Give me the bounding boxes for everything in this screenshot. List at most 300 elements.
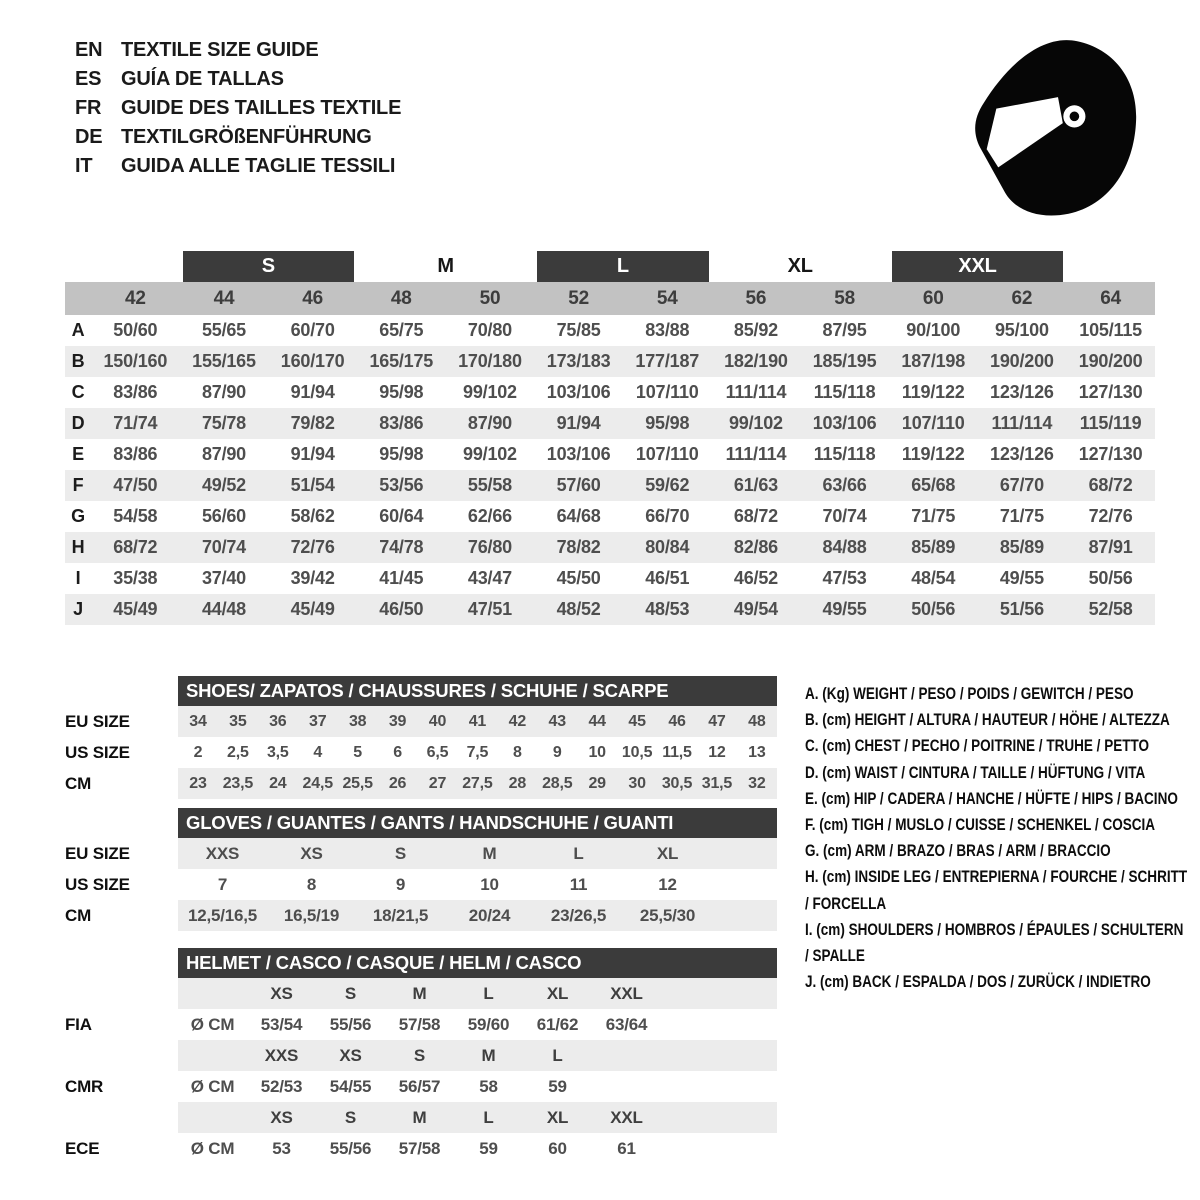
- shoe-us-size: 2: [193, 743, 203, 761]
- measure-value-cell: 57/60: [556, 475, 601, 495]
- glove-us-size: 8: [306, 874, 317, 894]
- shoe-cm-size: 25,5: [342, 774, 373, 792]
- measure-value-cell: 127/130: [1078, 444, 1143, 464]
- measure-value-cell: 87/91: [1088, 537, 1133, 557]
- measure-value-cell: 72/76: [1088, 506, 1133, 526]
- guide-title: TEXTILE SIZE GUIDE: [121, 39, 319, 61]
- measure-row: [65, 439, 1155, 470]
- glove-us-size: 12: [658, 874, 677, 894]
- row-label: US SIZE: [65, 875, 130, 894]
- helmet-size-cell: S: [413, 1045, 426, 1065]
- shoe-us-size: 3,5: [266, 743, 289, 761]
- glove-cm-size: 20/24: [468, 905, 511, 925]
- size-group-xxl: XXL: [889, 251, 1066, 282]
- band-corner: [65, 282, 91, 315]
- glove-us-size: 7: [217, 874, 228, 894]
- legend-item: J. (cm) BACK / ESPALDA / DOS / ZURÜCK / INDIETRO: [805, 973, 1151, 992]
- size-group-l: L: [534, 251, 711, 282]
- measure-value-cell: 50/56: [1088, 568, 1133, 588]
- gloves-eu-row: [178, 838, 777, 869]
- shoe-cm-size: 30: [628, 774, 646, 792]
- measure-value-cell: 85/92: [733, 320, 778, 340]
- visor-pivot-dot: [1070, 112, 1080, 122]
- shoe-us-size: 8: [512, 743, 522, 761]
- measure-value-cell: 107/110: [901, 413, 965, 433]
- measure-row-letter: G: [71, 506, 85, 526]
- helmet-size-cell: 59/60: [467, 1014, 510, 1034]
- language-title-row: [75, 36, 401, 65]
- measure-value-cell: 49/55: [822, 599, 867, 619]
- measure-value-cell: 47/51: [467, 599, 512, 619]
- measure-value-cell: 41/45: [379, 568, 424, 588]
- measure-value-cell: 99/102: [463, 444, 517, 464]
- measure-value-cell: 51/54: [290, 475, 335, 495]
- helmet-table-row: [178, 1102, 777, 1133]
- measure-value-cell: 67/70: [999, 475, 1044, 495]
- shoe-us-size: 5: [353, 743, 362, 761]
- helmet-size-cell: 55/56: [329, 1138, 372, 1158]
- shoe-us-size: 2,5: [227, 743, 249, 761]
- measure-value-cell: 84/88: [822, 537, 867, 557]
- helmet-size-cell: 53/54: [260, 1014, 303, 1034]
- measure-value-cell: 83/88: [645, 320, 690, 340]
- row-label: CM: [65, 774, 92, 793]
- measure-row: [65, 346, 1155, 377]
- measure-value-cell: 115/118: [813, 444, 876, 464]
- measure-value-cell: 165/175: [369, 351, 434, 371]
- measure-value-cell: 95/98: [379, 382, 424, 402]
- gloves-size-block: [65, 808, 777, 931]
- size-number: 44: [180, 282, 269, 315]
- row-label: CM: [65, 906, 92, 925]
- row-label: EU SIZE: [65, 844, 130, 863]
- glove-eu-size: L: [573, 843, 584, 863]
- helmet-table-row: [178, 1009, 777, 1040]
- measure-value-cell: 59/62: [645, 475, 690, 495]
- measure-row-letter: J: [73, 599, 83, 619]
- helmet-size-cell: 57/58: [398, 1014, 441, 1034]
- measure-row: [65, 377, 1155, 408]
- size-number: 58: [800, 282, 889, 315]
- measure-value-cell: 85/89: [999, 537, 1044, 557]
- language-title-list: [75, 36, 401, 181]
- measure-value-cell: 39/42: [290, 568, 335, 588]
- language-title-row: [75, 65, 401, 94]
- helmet-table-rows: [178, 978, 777, 1164]
- glove-eu-size: M: [482, 843, 497, 863]
- accessory-size-tables: [65, 676, 777, 1195]
- glove-eu-size: XL: [656, 843, 679, 863]
- legend-item: I. (cm) SHOULDERS / HOMBROS / ÉPAULES / SCHULTERN / SPALLE: [805, 920, 1184, 966]
- measure-value-cell: 83/86: [113, 444, 158, 464]
- glove-cm-size: 18/21,5: [372, 905, 429, 925]
- measure-value-cell: 70/80: [467, 320, 512, 340]
- measure-value-cell: 91/94: [290, 382, 335, 402]
- measure-value-cell: 85/89: [911, 537, 956, 557]
- helmet-size-cell: 57/58: [398, 1138, 441, 1158]
- measure-value-cell: 49/55: [999, 568, 1044, 588]
- measurement-legend: [805, 681, 1190, 995]
- standard-label: ECE: [65, 1139, 100, 1158]
- measure-value-cell: 95/98: [379, 444, 424, 464]
- measure-value-cell: 177/187: [635, 351, 700, 371]
- measure-value-cell: 103/106: [546, 444, 611, 464]
- legend-item: E. (cm) HIP / CADERA / HANCHE / HÜFTE / HIPS / BACINO: [805, 789, 1178, 808]
- language-title-row: [75, 152, 401, 181]
- helmet-size-cell: XL: [546, 983, 569, 1003]
- size-number: 56: [712, 282, 801, 315]
- glove-eu-size: XS: [300, 843, 323, 863]
- helmet-table-title: HELMET / CASCO / CASQUE / HELM / CASCO: [178, 948, 777, 978]
- helmet-size-cell: 59: [479, 1138, 498, 1158]
- measure-row-letter: D: [71, 413, 85, 433]
- helmet-size-cell: XXS: [264, 1045, 299, 1065]
- helmet-size-cell: Ø CM: [190, 1014, 235, 1034]
- measure-row: [65, 408, 1155, 439]
- measure-value-cell: 187/198: [901, 351, 966, 371]
- measure-value-cell: 87/90: [201, 382, 246, 402]
- shoe-eu-size: 35: [229, 712, 247, 730]
- measure-value-cell: 95/98: [645, 413, 690, 433]
- measure-row-letter: F: [72, 475, 84, 495]
- shoes-size-block: [65, 676, 777, 799]
- measure-value-cell: 68/72: [733, 506, 778, 526]
- shoe-eu-size: 36: [269, 712, 287, 730]
- measure-value-cell: 99/102: [728, 413, 783, 433]
- measure-value-cell: 173/183: [546, 351, 611, 371]
- shoes-eu-row: [178, 706, 777, 737]
- measure-value-cell: 43/47: [467, 568, 512, 588]
- glove-us-size: 9: [395, 874, 406, 894]
- legend-item: F. (cm) TIGH / MUSLO / CUISSE / SCHENKEL / COSCIA: [805, 816, 1156, 835]
- language-code: IT: [75, 155, 93, 177]
- measure-value-cell: 103/106: [546, 382, 611, 402]
- glove-cm-size: 23/26,5: [550, 905, 607, 925]
- size-number: 48: [357, 282, 446, 315]
- measure-value-cell: 53/56: [379, 475, 424, 495]
- legend-item: D. (cm) WAIST / CINTURA / TAILLE / HÜFTUNG / VITA: [805, 763, 1146, 782]
- measure-value-cell: 68/72: [113, 537, 158, 557]
- helmet-size-cell: 56/57: [398, 1076, 441, 1096]
- group-empty-42: [91, 251, 180, 282]
- helmet-size-cell: 61/62: [536, 1014, 579, 1034]
- size-number: 46: [268, 282, 357, 315]
- measure-value-cell: 91/94: [290, 444, 335, 464]
- measure-value-cell: 49/54: [733, 599, 778, 619]
- measure-value-cell: 63/66: [822, 475, 867, 495]
- measure-value-cell: 44/48: [201, 599, 246, 619]
- shoe-eu-size: 40: [428, 712, 447, 730]
- measure-value-cell: 68/72: [1088, 475, 1133, 495]
- measure-value-cell: 55/65: [201, 320, 246, 340]
- helmet-size-cell: XXL: [610, 1107, 643, 1127]
- measure-value-cell: 45/49: [113, 599, 158, 619]
- measure-value-cell: 76/80: [467, 537, 512, 557]
- helmet-size-cell: 63/64: [605, 1014, 648, 1034]
- shoe-us-size: 7,5: [466, 743, 489, 761]
- measure-value-cell: 190/200: [1078, 351, 1143, 371]
- shoe-eu-size: 44: [588, 712, 606, 730]
- measure-value-cell: 52/58: [1088, 599, 1133, 619]
- shoe-cm-size: 26: [388, 774, 407, 792]
- measure-value-cell: 71/74: [113, 413, 158, 433]
- measure-value-cell: 150/160: [103, 351, 168, 371]
- measure-value-cell: 46/50: [379, 599, 424, 619]
- glove-cm-size: 12,5/16,5: [187, 905, 258, 925]
- measure-value-cell: 119/122: [901, 444, 965, 464]
- measure-value-cell: 37/40: [201, 568, 246, 588]
- measure-value-cell: 71/75: [911, 506, 956, 526]
- shoe-eu-size: 39: [388, 712, 407, 730]
- helmet-table-row: [178, 1133, 777, 1164]
- measure-value-cell: 83/86: [113, 382, 158, 402]
- language-code: ES: [75, 68, 102, 90]
- shoe-us-size: 6: [393, 743, 402, 761]
- measure-value-cell: 60/64: [379, 506, 424, 526]
- helmet-size-cell: XS: [270, 983, 293, 1003]
- size-number: 60: [889, 282, 978, 315]
- measure-value-cell: 46/51: [645, 568, 690, 588]
- shoe-cm-size: 27,5: [462, 774, 493, 792]
- shoe-cm-size: 24,5: [302, 774, 333, 792]
- measure-row-letter: C: [71, 382, 85, 402]
- measure-value-cell: 56/60: [201, 506, 246, 526]
- measure-row-letter: H: [71, 537, 85, 557]
- helmet-size-cell: 59: [548, 1076, 567, 1096]
- size-number-band: [65, 282, 1155, 315]
- shoe-us-size: 9: [552, 743, 562, 761]
- size-number: 42: [91, 282, 180, 315]
- glove-cm-size: 16,5/19: [283, 905, 340, 925]
- size-group-s: S: [180, 251, 357, 282]
- guide-title: GUIDA ALLE TAGLIE TESSILI: [121, 155, 396, 177]
- helmet-table-row: [178, 978, 777, 1009]
- measure-row: [65, 470, 1155, 501]
- gloves-cm-row: [178, 900, 777, 931]
- measure-value-cell: 47/50: [113, 475, 158, 495]
- helmet-size-cell: M: [412, 1107, 427, 1127]
- measure-value-cell: 50/56: [911, 599, 956, 619]
- size-number: 50: [446, 282, 535, 315]
- shoes-table: [178, 676, 777, 799]
- measure-value-cell: 185/195: [812, 351, 877, 371]
- measure-value-cell: 70/74: [201, 537, 246, 557]
- measure-value-cell: 155/165: [192, 351, 256, 371]
- measure-value-cell: 60/70: [290, 320, 335, 340]
- measure-value-cell: 182/190: [724, 351, 788, 371]
- helmet-table: [178, 948, 777, 1195]
- measure-row: [65, 501, 1155, 532]
- shoe-cm-size: 23: [189, 774, 207, 792]
- shoe-eu-size: 46: [668, 712, 686, 730]
- shoes-table-title: SHOES/ ZAPATOS / CHAUSSURES / SCHUHE / SCARPE: [178, 676, 777, 706]
- measure-value-cell: 55/58: [467, 475, 512, 495]
- group-empty-corner: [65, 251, 91, 282]
- helmet-size-cell: M: [481, 1045, 496, 1065]
- legend-item: A. (Kg) WEIGHT / PESO / POIDS / GEWITCH / PESO: [805, 685, 1134, 703]
- shoe-cm-size: 28: [508, 774, 527, 792]
- main-size-table-head: [65, 251, 1155, 315]
- helmet-size-cell: 61: [617, 1138, 636, 1158]
- measure-row-letter: A: [71, 320, 85, 340]
- measure-value-cell: 91/94: [556, 413, 601, 433]
- shoe-us-size: 10,5: [621, 743, 653, 761]
- measure-value-cell: 80/84: [645, 537, 690, 557]
- language-code: EN: [75, 39, 103, 61]
- measure-value-cell: 99/102: [463, 382, 517, 402]
- measure-value-cell: 90/100: [906, 320, 961, 340]
- measure-value-cell: 119/122: [901, 382, 965, 402]
- helmet-size-cell: 52/53: [260, 1076, 303, 1096]
- guide-title: TEXTILGRÖßENFÜHRUNG: [121, 126, 372, 148]
- shoe-us-size: 13: [748, 743, 766, 761]
- measure-row-letter: B: [71, 351, 85, 371]
- measure-value-cell: 70/74: [822, 506, 867, 526]
- shoe-cm-size: 30,5: [661, 774, 693, 792]
- measure-value-cell: 71/75: [999, 506, 1044, 526]
- measure-value-cell: 54/58: [113, 506, 158, 526]
- measure-value-cell: 75/85: [556, 320, 601, 340]
- shoe-us-size: 12: [708, 743, 726, 761]
- language-title-row: [75, 123, 401, 152]
- row-label: EU SIZE: [65, 712, 130, 731]
- racing-helmet-icon: [952, 28, 1164, 224]
- glove-cm-size: 25,5/30: [639, 905, 696, 925]
- measure-value-cell: 51/56: [999, 599, 1044, 619]
- shoes-row-labels: [65, 706, 178, 799]
- measure-value-cell: 87/90: [467, 413, 512, 433]
- gloves-row-labels: [65, 838, 178, 931]
- measure-value-cell: 107/110: [635, 382, 699, 402]
- main-size-table-body: [65, 315, 1155, 625]
- shoe-cm-size: 24: [269, 774, 287, 792]
- measure-value-cell: 65/75: [379, 320, 424, 340]
- measure-value-cell: 62/66: [467, 506, 512, 526]
- helmet-size-cell: 58: [479, 1076, 498, 1096]
- measure-value-cell: 35/38: [113, 568, 158, 588]
- measure-row: [65, 594, 1155, 625]
- measure-value-cell: 79/82: [290, 413, 335, 433]
- measure-value-cell: 83/86: [379, 413, 424, 433]
- measure-value-cell: 127/130: [1078, 382, 1143, 402]
- measure-row-letter: I: [75, 568, 81, 588]
- measure-row: [65, 532, 1155, 563]
- measure-value-cell: 48/53: [645, 599, 690, 619]
- helmet-size-cell: Ø CM: [190, 1076, 235, 1096]
- main-size-table: [65, 251, 1155, 625]
- measure-value-cell: 48/54: [911, 568, 956, 588]
- measure-value-cell: 111/114: [725, 444, 787, 464]
- shoe-eu-size: 37: [309, 712, 327, 730]
- measure-value-cell: 115/118: [813, 382, 876, 402]
- measure-value-cell: 75/78: [201, 413, 246, 433]
- shoe-cm-size: 31,5: [701, 774, 733, 792]
- measure-value-cell: 48/52: [556, 599, 601, 619]
- shoe-eu-size: 48: [748, 712, 766, 730]
- legend-item: B. (cm) HEIGHT / ALTURA / HAUTEUR / HÖHE / ALTEZZA: [805, 711, 1170, 730]
- shoe-us-size: 6,5: [426, 743, 449, 761]
- shoe-eu-size: 34: [189, 712, 207, 730]
- shoe-eu-size: 43: [548, 712, 566, 730]
- helmet-size-cell: Ø CM: [190, 1138, 235, 1158]
- shoes-us-row: [178, 737, 777, 768]
- shoe-cm-size: 27: [428, 774, 447, 792]
- helmet-size-cell: XL: [546, 1107, 569, 1127]
- measure-value-cell: 111/114: [725, 382, 787, 402]
- guide-title: GUÍA DE TALLAS: [121, 68, 284, 90]
- size-group-row: [65, 251, 1155, 282]
- glove-us-size: 11: [569, 874, 588, 894]
- measure-value-cell: 103/106: [812, 413, 877, 433]
- language-code: DE: [75, 126, 103, 148]
- shoe-cm-size: 29: [588, 774, 606, 792]
- measure-value-cell: 45/50: [556, 568, 601, 588]
- measure-value-cell: 64/68: [556, 506, 601, 526]
- shoe-cm-size: 23,5: [222, 774, 254, 792]
- helmet-size-cell: 53: [272, 1138, 291, 1158]
- measure-value-cell: 45/49: [290, 599, 335, 619]
- measure-value-cell: 82/86: [733, 537, 778, 557]
- gloves-table: [178, 808, 777, 931]
- helmet-size-cell: S: [344, 983, 357, 1003]
- measure-value-cell: 111/114: [991, 413, 1053, 433]
- measure-value-cell: 87/90: [201, 444, 246, 464]
- shoe-eu-size: 41: [468, 712, 487, 730]
- measure-value-cell: 95/100: [994, 320, 1049, 340]
- measure-value-cell: 160/170: [280, 351, 345, 371]
- group-empty-64: [1066, 251, 1155, 282]
- shoe-cm-size: 32: [748, 774, 766, 792]
- helmet-size-cell: 55/56: [329, 1014, 372, 1034]
- language-code: FR: [75, 97, 102, 119]
- helmet-size-cell: XXL: [610, 983, 643, 1003]
- gloves-table-title: GLOVES / GUANTES / GANTS / HANDSCHUHE / GUANTI: [178, 808, 777, 838]
- standard-label: CMR: [65, 1077, 104, 1096]
- measure-value-cell: 115/119: [1079, 413, 1142, 433]
- legend-item: G. (cm) ARM / BRAZO / BRAS / ARM / BRACCIO: [805, 842, 1111, 861]
- measure-value-cell: 50/60: [113, 320, 158, 340]
- size-number: 52: [534, 282, 623, 315]
- measure-row-letter: E: [72, 444, 84, 464]
- measure-value-cell: 46/52: [733, 568, 778, 588]
- helmet-table-row: [178, 1040, 777, 1071]
- helmet-size-cell: XS: [270, 1107, 293, 1127]
- shoe-cm-size: 28,5: [542, 774, 573, 792]
- helmet-size-block: [65, 948, 777, 1195]
- measure-value-cell: 72/76: [290, 537, 335, 557]
- legend-item: C. (cm) CHEST / PECHO / POITRINE / TRUHE / PETTO: [805, 737, 1150, 756]
- helmet-size-cell: S: [344, 1107, 357, 1127]
- measure-row: [65, 315, 1155, 346]
- glove-eu-size: XXS: [205, 843, 240, 863]
- helmet-standard-labels: [65, 1009, 178, 1195]
- size-number: 54: [623, 282, 712, 315]
- guide-title: GUIDE DES TAILLES TEXTILE: [121, 97, 402, 119]
- measure-value-cell: 66/70: [645, 506, 690, 526]
- shoe-us-size: 4: [313, 743, 323, 761]
- shoes-cm-row: [178, 768, 777, 799]
- measure-value-cell: 123/126: [990, 382, 1054, 402]
- measure-value-cell: 87/95: [822, 320, 867, 340]
- helmet-size-cell: L: [552, 1045, 563, 1065]
- helmet-size-cell: XS: [339, 1045, 362, 1065]
- size-number: 64: [1066, 282, 1155, 315]
- measure-value-cell: 190/200: [990, 351, 1054, 371]
- measure-value-cell: 107/110: [635, 444, 699, 464]
- shoe-eu-size: 47: [708, 712, 726, 730]
- measure-row: [65, 563, 1155, 594]
- size-number: 62: [978, 282, 1067, 315]
